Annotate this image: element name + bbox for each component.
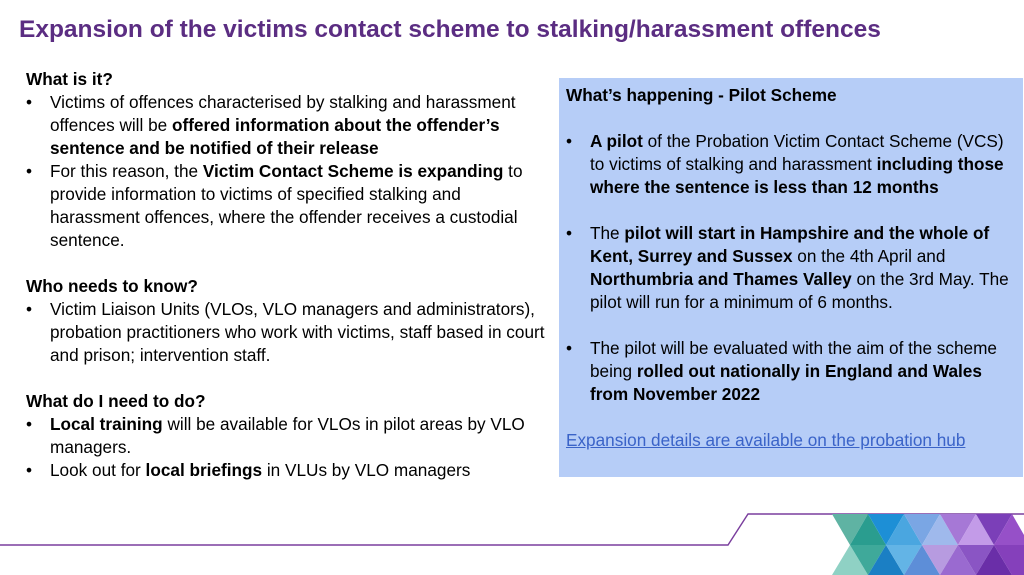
list-item [566, 130, 1017, 199]
bold-run: Local training [50, 414, 163, 434]
list-item [26, 459, 546, 482]
bold-run: offered information about the offender’s sentence and be notified of their release [50, 115, 500, 158]
text-run: on the 3rd May. The pilot will run for a minimum of 6 months. [590, 269, 1009, 312]
text-run: of the Probation Victim Contact Scheme (VCS) to victims of stalking and harassment [590, 131, 1004, 174]
panel-title: What’s happening - Pilot Scheme [566, 85, 837, 105]
list-item [26, 298, 546, 367]
bullet-glyph: • [26, 460, 33, 480]
bold-run: Victim Contact Scheme is expanding [202, 161, 504, 181]
text-run: The pilot will be evaluated with the aim of the scheme being [590, 338, 997, 381]
list-item [566, 337, 1017, 406]
list-item [26, 91, 546, 160]
list-item [26, 413, 546, 459]
pilot-panel [559, 78, 1023, 477]
slide-title: Expansion of the victims contact scheme to stalking/harassment offences [19, 16, 881, 43]
do-heading: What do I need to do? [26, 391, 206, 411]
text-run: to provide information to victims of specified stalking and harassment offences, where the offender receives a custodial sentence. [50, 161, 523, 250]
what-heading: What is it? [26, 69, 113, 89]
text-run: For this reason, the [50, 161, 203, 181]
bullet-glyph: • [566, 131, 573, 151]
text-run: Victim Liaison Units (VLOs, VLO managers and administrators), probation practitioners who work with victims, staff based in court and prison; intervention staff. [50, 299, 545, 365]
bold-run: including those where the sentence is less than 12 months [590, 154, 1004, 197]
text-run: Victims of offences characterised by stalking and harassment offences will be [50, 92, 516, 135]
who-heading: Who needs to know? [26, 276, 198, 296]
bullet-glyph: • [566, 223, 573, 243]
bullet-glyph: • [26, 92, 33, 112]
bold-run: rolled out nationally in England and Wales from November 2022 [590, 361, 982, 404]
text-run: Look out for [50, 460, 146, 480]
who-list [26, 298, 546, 367]
text-run: The [590, 223, 625, 243]
bullet-glyph: • [566, 338, 573, 358]
list-item [26, 160, 546, 252]
triangle-mosaic [832, 514, 1024, 575]
list-item [566, 222, 1017, 314]
text-run: on the 4th April and [792, 246, 946, 266]
bold-run: local briefings [145, 460, 263, 480]
what-list [26, 91, 546, 252]
panel-list [566, 222, 1017, 314]
bold-run: Northumbria and Thames Valley [590, 269, 852, 289]
probation-hub-link[interactable]: Expansion details are available on the probation hub [566, 430, 966, 450]
bullet-glyph: • [26, 161, 33, 181]
text-run: will be available for VLOs in pilot areas by VLO managers. [50, 414, 525, 457]
bold-run: A pilot [590, 131, 643, 151]
text-run: in VLUs by VLO managers [262, 460, 471, 480]
do-list [26, 413, 546, 482]
bullet-glyph: • [26, 414, 33, 434]
panel-list [566, 130, 1017, 199]
panel-list [566, 337, 1017, 406]
bullet-glyph: • [26, 299, 33, 319]
bold-run: pilot will start in Hampshire and the whole of Kent, Surrey and Sussex [590, 223, 990, 266]
footer-rule [0, 514, 1024, 545]
left-column [26, 68, 546, 482]
